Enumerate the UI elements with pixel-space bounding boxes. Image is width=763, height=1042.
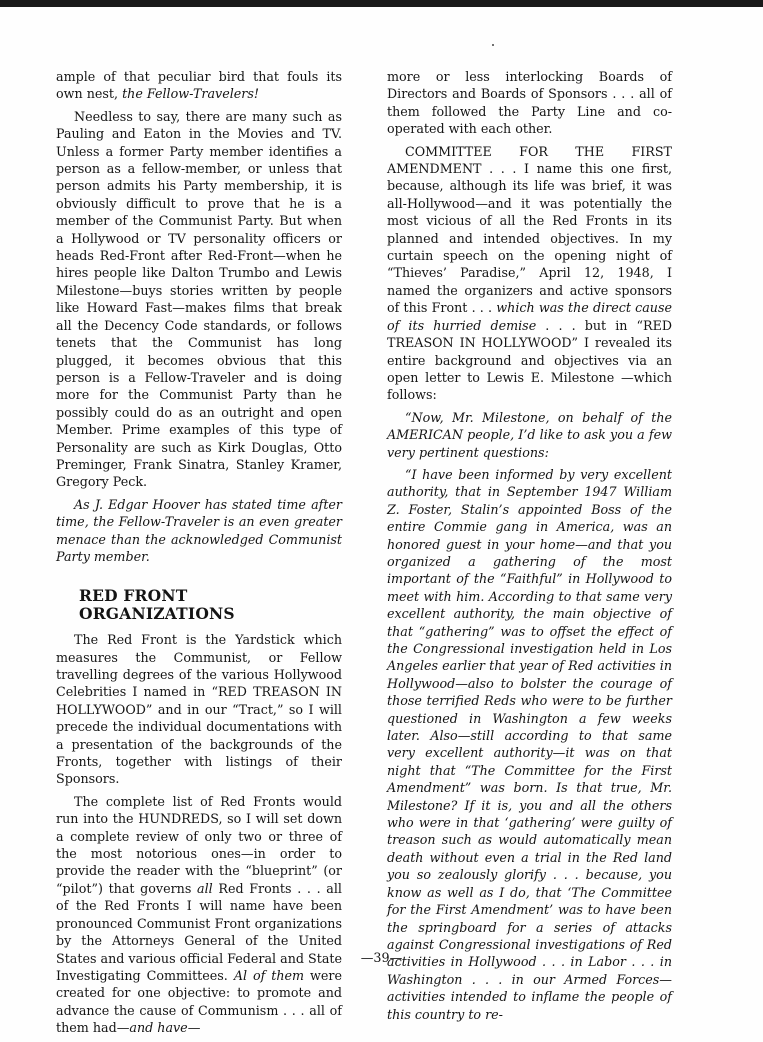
italic-text-run: “Now, Mr. Milestone, on behalf of the AMERICAN people, I’d like to ask you a few very pertinent questions:	[387, 409, 672, 460]
section-heading: RED FRONT ORGANIZATIONS	[79, 586, 235, 623]
left-column	[56, 68, 342, 1042]
italic-text-run: “I have been informed by very excellent authority, that in September 1947 William Z. Foster, Stalin’s appointed Boss of the entire Commie gang in America, was an honored guest in your home—and that you organized a gathering of the most important of the “Faithful” in Hollywood to meet with him. According to that same very excellent authority, the main objective of that “gathering” was to offset the effect of the Congressional investigation held in Los Angeles earlier that year of Red activities in Hollywood—also to bolster the courage of those terrified Reds who were to be further questioned in Washington a few weeks later. Also—still according to that same very excellent authority—it was on that night that “The Committee for the First Amendment” was born. Is that true, Mr. Milestone? If it is, you and all the others who were in that ‘gathering’ were guilty of treason such as would automatically mean death without even a trial in the Red land you so zealously glorify . . . because, you know as well as I do, that ‘The Committee for the First Amendment’ was to have been the springboard for a series of attacks against Congressional investigations of Red activities in Hollywood . . . in Labor . . . in Washington . . . in our Armed Forces—activities intended to inflame the people of this country to re-	[387, 466, 672, 1022]
page-number: —39—	[360, 950, 403, 965]
right-paragraph-2	[387, 143, 672, 404]
text-run: were created for one objective: to promote and advance the cause of Communism . . . all of them had—	[56, 967, 342, 1036]
italic-text-run: which was the direct cause of its hurried demise	[387, 300, 672, 333]
italic-text-run: and have	[129, 1020, 188, 1036]
top-border-rule	[0, 0, 763, 7]
text-run: The Red Front is the Yardstick which measures the Communist, or Fellow travelling degrees of the various Hollywood Celebrities I named in “RED TREASON IN HOLLYWOOD” and in our “Tract,” so I will precede the individual documentations with a presentation of the backgrounds of the Fronts, together with listings of their Sponsors.	[56, 632, 342, 787]
text-run: Red Fronts . . . all of the Red Fronts I will name have been pronounced Communist Front organizations by the Attorneys General of the United States and various official Federal and State Investigating Committees.	[56, 880, 342, 983]
left-paragraph-1	[56, 68, 342, 103]
right-paragraph-3	[387, 409, 672, 461]
right-paragraph-4	[387, 466, 672, 1023]
italic-text-run: As J. Edgar Hoover has stated time after time, the Fellow-Traveler is an even greater menace than the acknowledged Communist Party member.	[56, 496, 342, 564]
text-run: The complete list of Red Fronts would run into the HUNDREDS, so I will set down a complete review of only two or three of the most notorious ones—in order to provide the reader with the “blueprint” (or “pilot”) that governs	[56, 793, 342, 896]
right-paragraph-1	[387, 68, 672, 138]
text-run: COMMITTEE FOR THE FIRST AMENDMENT . . . I name this one first, because, although its life was brief, it was all-Hollywood—and it was potentially the most vicious of all the Red Fronts in its planned and intended objectives. In my curtain speech on the opening night of “Thieves’ Paradise,” April 12, 1948, I named the organizers and active sponsors of this Front . . .	[387, 143, 672, 316]
left-paragraph-3	[56, 496, 342, 566]
left-paragraph-2	[56, 108, 342, 491]
italic-text-run: all	[197, 880, 213, 896]
left-paragraph-4	[56, 631, 342, 788]
left-paragraph-5	[56, 793, 342, 1037]
text-run: Needless to say, there are many such as Pauling and Eaton in the Movies and TV. Unless a former Party member identifies a person as a fellow-member, or unless that person admits his Party membership, it is obviously difficult to prove that he is a member of the Communist Party. But when a Hollywood or TV personality officers or heads Red-Front after Red-Front—when he hires people like Dalton Trumbo and Lewis Milestone—buys stories written by people like Howard Fast—makes films that break all the Decency Code standards, or follows tenets that the Communist has long plugged, it becomes obvious that this person is a Fellow-Traveler and is doing more for the Communist Party than he possibly could do as an outright and open Member. Prime examples of this type of Personality are such as Kirk Douglas, Otto Preminger, Frank Sinatra, Stanley Kramer, Gregory Peck.	[56, 108, 342, 490]
text-run: . . . but in “RED TREASON IN HOLLYWOOD” I revealed its entire background and objectives via an open letter to Lewis E. Milestone —which follows:	[387, 317, 672, 403]
right-column	[387, 68, 672, 1028]
text-run: more or less interlocking Boards of Directors and Boards of Sponsors . . . all of them followed the Party Line and co-operated with each other.	[387, 69, 672, 137]
text-run: ample of that peculiar bird that fouls its own nest,	[56, 69, 342, 102]
italic-text-run: the Fellow-Travelers!	[122, 86, 259, 102]
print-speck	[492, 44, 494, 46]
text-run: —	[187, 1020, 201, 1036]
italic-text-run: Al of them	[233, 967, 305, 983]
